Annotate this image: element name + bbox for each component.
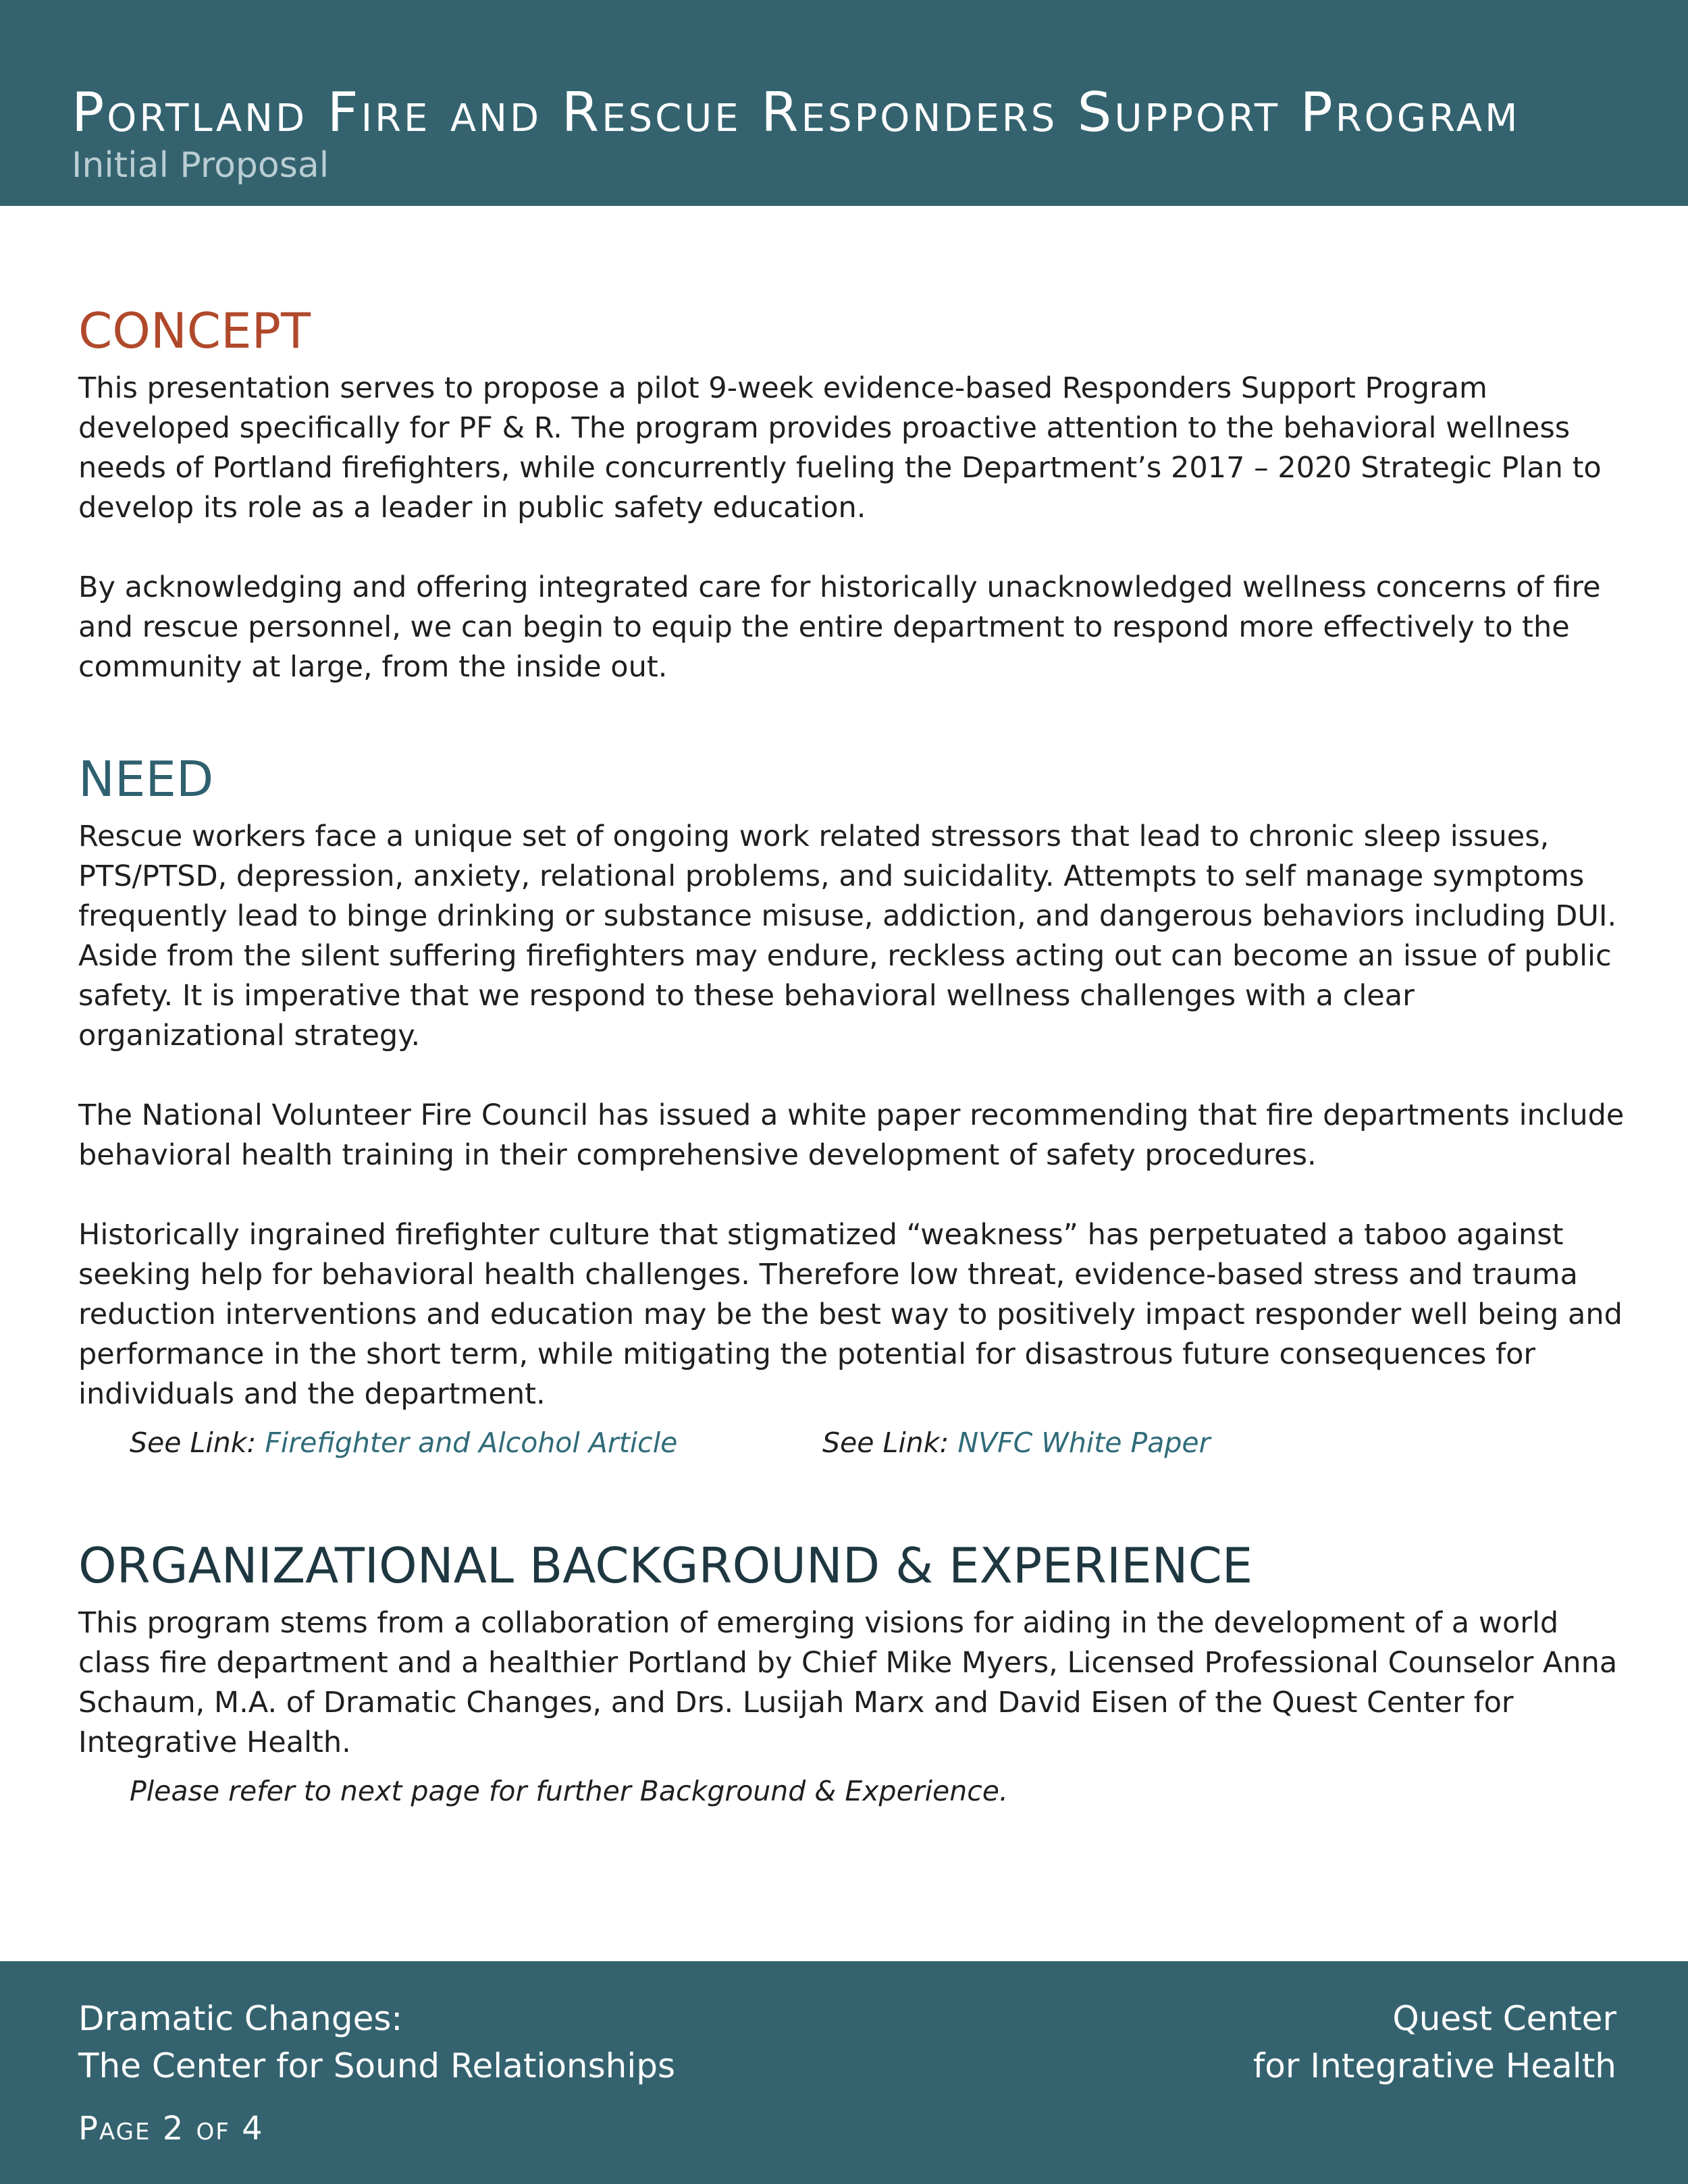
footer-left-line-1: Dramatic Changes: xyxy=(78,1999,403,2038)
reference-links xyxy=(78,1427,1625,1474)
need-paragraph-1: Rescue workers face a unique set of ongoing work related stressors that lead to chronic sleep issues, PTS/PTSD, depression, anxiety, relational problems, and suicidality. Attempts to self manage symptoms frequently lead to binge drinking or substance misuse, addiction, and dangerous behaviors including DUI. Aside from the silent suffering firefighters may endure, reckless acting out can become an issue of public safety. It is imperative that we respond to these behavioral wellness challenges with a clear organizational strategy. xyxy=(78,820,1617,1053)
footer-organization-left xyxy=(78,1995,675,2089)
page-header xyxy=(0,0,1688,206)
footer-left-line-2: The Center for Sound Relationships xyxy=(78,2046,676,2085)
program-subtitle: Initial Proposal xyxy=(72,145,329,186)
see-link-label: See Link: xyxy=(822,1427,958,1459)
page-footer xyxy=(0,1961,1688,2184)
link-group-nvfc xyxy=(822,1427,1211,1459)
need-paragraph-3: Historically ingrained firefighter culture that stigmatized “weakness” has perpetuated a taboo against seeking help for behavioral health challenges. Therefore low threat, evidence-based stress and trauma reduction interventions and education may be the best way to positively impact responder well being and performance in the short term, while mitigating the potential for disastrous future consequences for individuals and the department. xyxy=(78,1218,1623,1411)
nvfc-white-paper-link[interactable]: NVFC White Paper xyxy=(957,1427,1211,1459)
concept-paragraph-2: By acknowledging and offering integrated care for historically unacknowledged wellness concerns of fire and rescue personnel, we can begin to equip the entire department to respond more effectively to the community at large, from the inside out. xyxy=(78,570,1601,684)
concept-heading: CONCEPT xyxy=(78,302,311,359)
footer-organization-right xyxy=(1253,1995,1616,2089)
organization-heading: ORGANIZATIONAL BACKGROUND & EXPERIENCE xyxy=(78,1537,1253,1594)
page-number: Page 2 of 4 xyxy=(78,2110,264,2148)
organization-paragraph: This program stems from a collaboration of emerging visions for aiding in the development of a world class fire department and a healthier Portland by Chief Mike Myers, Licensed Professional Counselor Anna Schaum, M.A. of Dramatic Changes, and Drs. Lusijah Marx and David Eisen of the Quest Center for Integrative Health. xyxy=(78,1606,1618,1759)
further-background-note: Please refer to next page for further Background & Experience. xyxy=(130,1775,1008,1807)
see-link-label: See Link: xyxy=(130,1427,265,1459)
need-paragraph-2: The National Volunteer Fire Council has issued a white paper recommending that fire departments include behavioral health training in their comprehensive development of safety procedures. xyxy=(78,1098,1625,1172)
need-heading: NEED xyxy=(78,751,214,807)
need-section xyxy=(78,745,1625,1474)
firefighter-alcohol-article-link[interactable]: Firefighter and Alcohol Article xyxy=(265,1427,678,1459)
program-title: Portland Fire and Rescue Responders Support Program xyxy=(72,81,1521,144)
concept-paragraph-1: This presentation serves to propose a pilot 9-week evidence-based Responders Support Program developed specifically for PF & R. The program provides proactive attention to the behavioral wellness needs of Portland firefighters, while concurrently fueling the Department’s 2017 – 2020 Strategic Plan to develop its role as a leader in public safety education. xyxy=(78,371,1602,525)
main-content xyxy=(78,297,1625,1807)
concept-section xyxy=(78,297,1625,687)
footer-right-line-2: for Integrative Health xyxy=(1252,2046,1616,2085)
footer-right-line-1: Quest Center xyxy=(1392,1999,1616,2038)
organization-section xyxy=(78,1532,1625,1807)
link-group-alcohol xyxy=(130,1427,677,1459)
